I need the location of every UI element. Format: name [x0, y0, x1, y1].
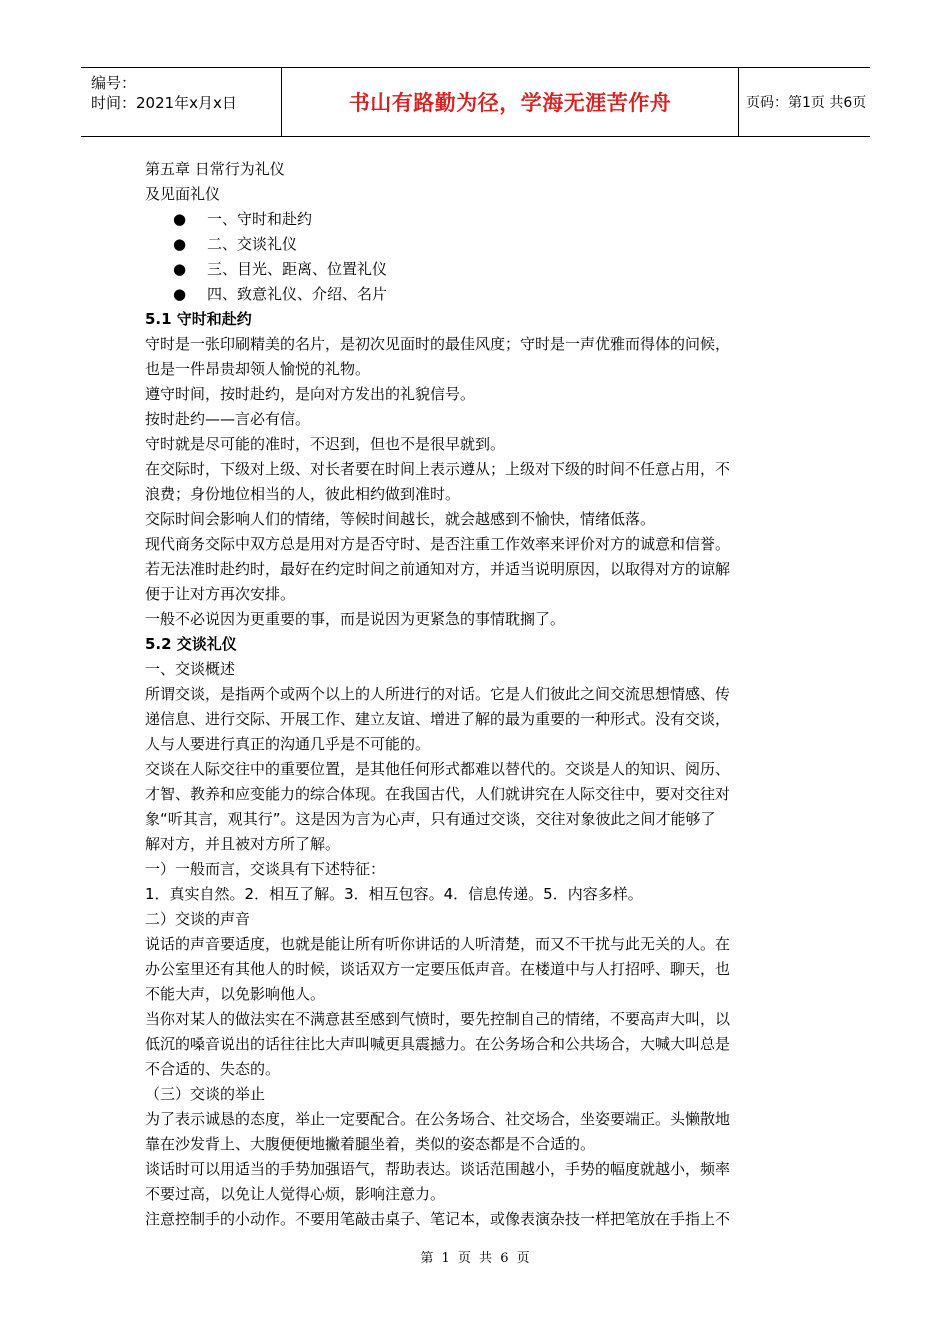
body-line: 谈话时可以用适当的手势加强语气，帮助表达。谈话范围越小，手势的幅度就越小，频率 — [145, 1160, 731, 1178]
body-line: 1．真实自然。2．相互了解。3．相互包容。4．信息传递。5．内容多样。 — [145, 885, 643, 903]
chapter-title: 第五章 日常行为礼仪 — [145, 160, 285, 178]
body-line: 解对方，并且被对方所了解。 — [145, 835, 341, 853]
body-line: 若无法准时赴约时，最好在约定时间之前通知对方，并适当说明原因，以取得对方的谅解 — [145, 560, 731, 578]
section-heading: 5.1 守时和赴约 — [145, 310, 252, 328]
subsection-heading: 二）交谈的声音 — [145, 910, 251, 928]
toc-item: ● 三、目光、距离、位置礼仪 — [145, 257, 815, 282]
body-line: 递信息、进行交际、开展工作、建立友谊、增进了解的最为重要的一种形式。没有交谈， — [145, 710, 731, 728]
bullet-icon: ● — [173, 285, 187, 303]
toc-list — [145, 207, 815, 307]
body-line: 遵守时间，按时赴约，是向对方发出的礼貌信号。 — [145, 385, 476, 403]
body-line: 在交际时，下级对上级、对长者要在时间上表示遵从；上级对下级的时间不任意占用，不 — [145, 460, 731, 478]
header-meta — [81, 68, 281, 136]
body-line: 靠在沙发背上、大腹便便地撇着腿坐着，类似的姿态都是不合适的。 — [145, 1135, 596, 1153]
body-line: 办公室里还有其他人的时候，谈话双方一定要压低声音。在楼道中与人打招呼、聊天，也 — [145, 960, 731, 978]
body-line: 一般不必说因为更重要的事，而是说因为更紧急的事情耽搁了。 — [145, 610, 566, 628]
body-line: 不合适的、失态的。 — [145, 1060, 281, 1078]
body-line: 不能大声，以免影响他人。 — [145, 985, 326, 1003]
body-line: 交际时间会影响人们的情绪，等候时间越长，就会越感到不愉快，情绪低落。 — [145, 510, 656, 528]
body-line: 为了表示诚恳的态度，举止一定要配合。在公务场合、社交场合，坐姿要端正。头懒散地 — [145, 1110, 731, 1128]
toc-item: ● 二、交谈礼仪 — [145, 232, 815, 257]
body-line: 当你对某人的做法实在不满意甚至感到气愤时，要先控制自己的情绪，不要高声大叫，以 — [145, 1010, 731, 1028]
toc-item: ● 一、守时和赴约 — [145, 207, 815, 232]
body-line: 现代商务交际中双方总是用对方是否守时、是否注重工作效率来评价对方的诚意和信誉。 — [145, 535, 731, 553]
subsection-heading: （三）交谈的举止 — [145, 1085, 266, 1103]
body-line: 守时就是尽可能的准时，不迟到，但也不是很早就到。 — [145, 435, 506, 453]
bullet-icon: ● — [173, 210, 187, 228]
subsection-heading: 一）一般而言，交谈具有下述特征： — [145, 860, 386, 878]
body-line: 象“听其言，观其行”。这是因为言为心声，只有通过交谈，交往对象彼此之间才能够了 — [145, 810, 716, 828]
body-line: 交谈在人际交往中的重要位置，是其他任何形式都难以替代的。交谈是人的知识、阅历、 — [145, 760, 731, 778]
document-body — [145, 157, 815, 1232]
page-footer: 第 1 页 共 6 页 — [420, 1251, 530, 1266]
page-header — [81, 67, 870, 137]
bullet-icon: ● — [173, 260, 187, 278]
body-line: 也是一件昂贵却领人愉悦的礼物。 — [145, 360, 371, 378]
body-line: 低沉的嗓音说出的话往往比大声叫喊更具震撼力。在公务场合和公共场合，大喊大叫总是 — [145, 1035, 731, 1053]
bullet-icon: ● — [173, 235, 187, 253]
body-line: 按时赴约——言必有信。 — [145, 410, 311, 428]
body-line: 守时是一张印刷精美的名片，是初次见面时的最佳风度；守时是一声优雅而得体的问候， — [145, 335, 731, 353]
header-page-code: 页码：第1页 共6页 — [746, 95, 867, 111]
body-line: 才智、教养和应变能力的综合体现。在我国古代，人们就讲究在人际交往中，要对交往对 — [145, 785, 731, 803]
time-label: 时间：2021年x月x日 — [91, 94, 237, 112]
toc-item: ● 四、致意礼仪、介绍、名片 — [145, 282, 815, 307]
body-line: 所谓交谈，是指两个或两个以上的人所进行的对话。它是人们彼此之间交流思想情感、传 — [145, 685, 731, 703]
body-line: 浪费；身份地位相当的人，彼此相约做到准时。 — [145, 485, 461, 503]
body-line: 便于让对方再次安排。 — [145, 585, 296, 603]
body-line: 说话的声音要适度，也就是能让所有听你讲话的人听清楚，而又不干扰与此无关的人。在 — [145, 935, 731, 953]
body-line: 注意控制手的小动作。不要用笔敲击桌子、笔记本，或像表演杂技一样把笔放在手指上不 — [145, 1210, 731, 1228]
subsection-heading: 一、交谈概述 — [145, 660, 236, 678]
section-heading: 5.2 交谈礼仪 — [145, 635, 237, 653]
header-motto: 书山有路勤为径，学海无涯苦作舟 — [281, 68, 739, 136]
chapter-subtitle: 及见面礼仪 — [145, 185, 221, 203]
number-label: 编号： — [91, 74, 137, 92]
body-line: 人与人要进行真正的沟通几乎是不可能的。 — [145, 735, 431, 753]
body-line: 不要过高，以免让人觉得心烦，影响注意力。 — [145, 1185, 446, 1203]
